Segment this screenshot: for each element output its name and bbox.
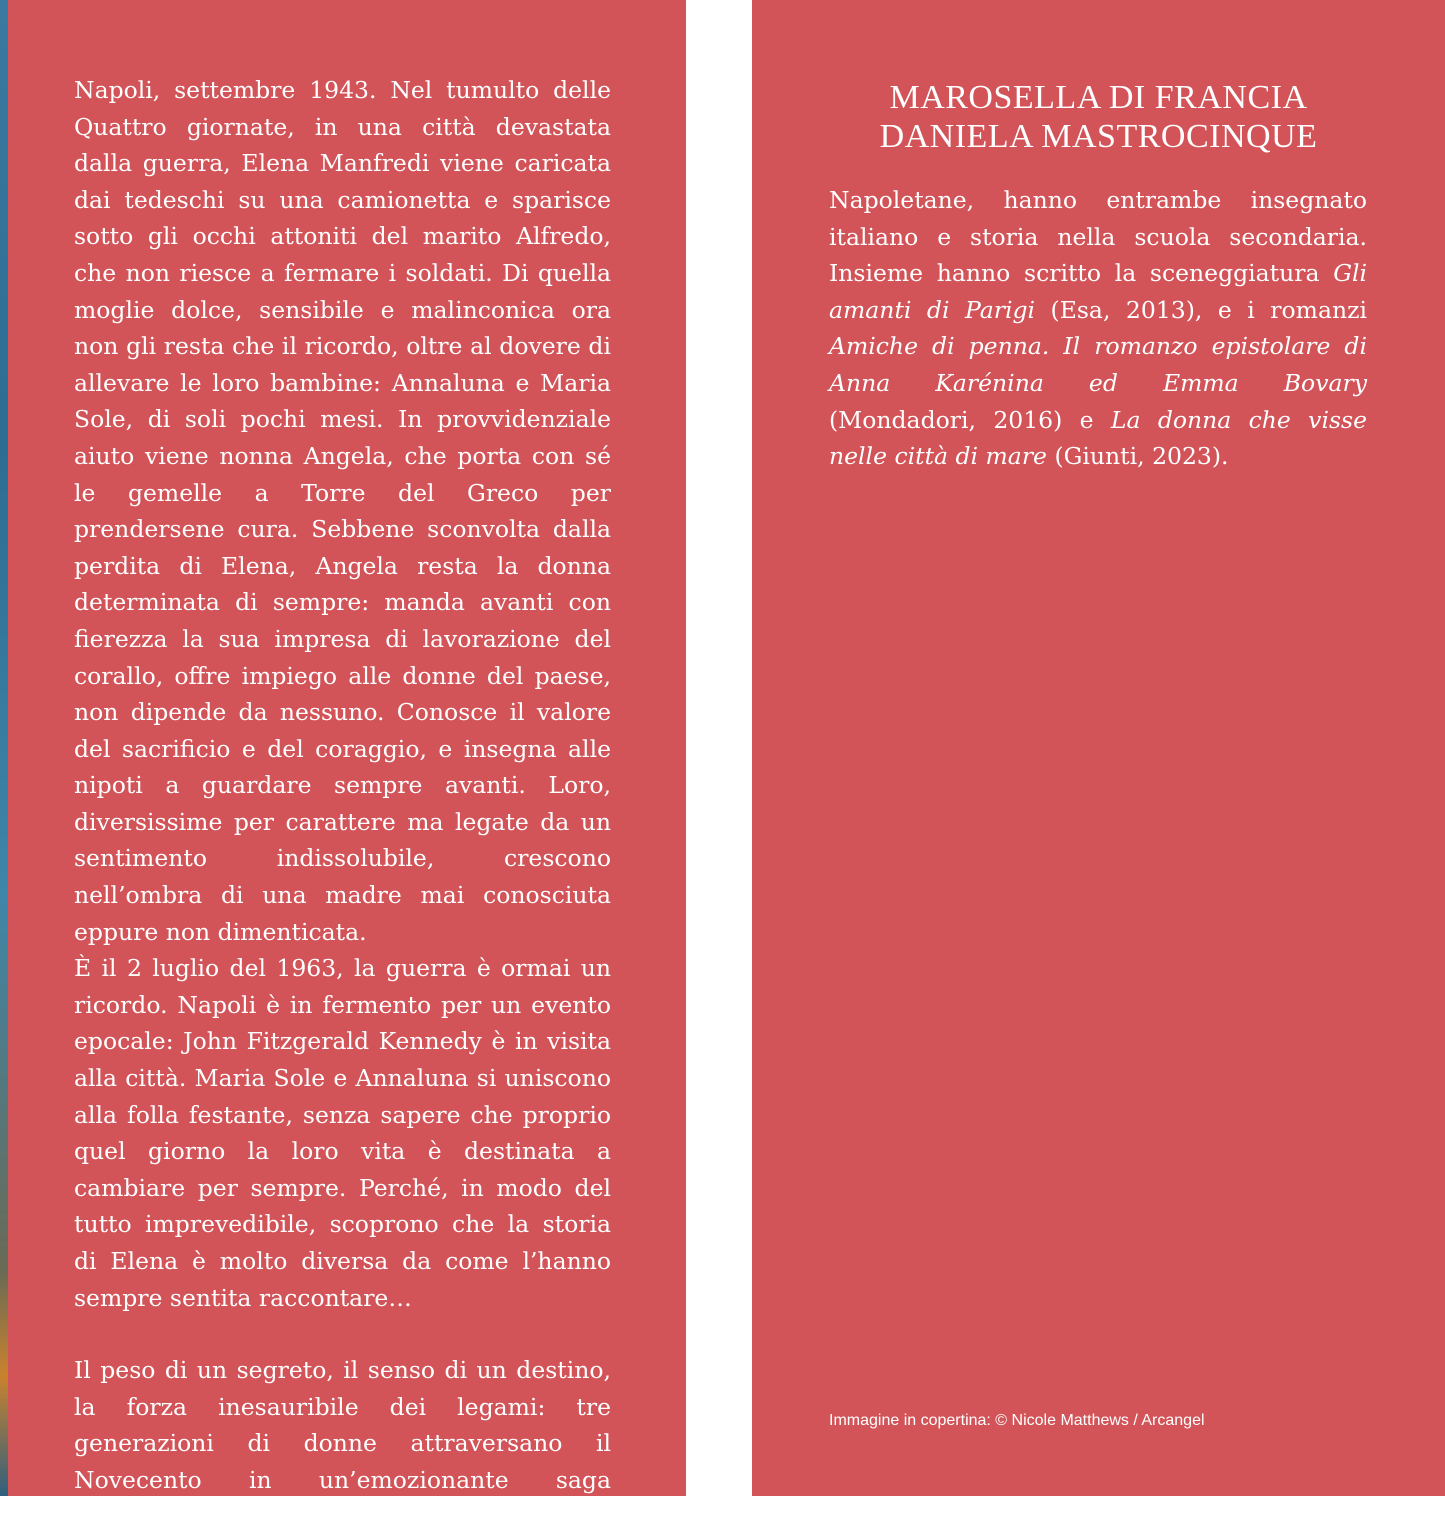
bio-text-3: (Mondadori, 2016) e <box>829 405 1111 434</box>
cover-image-edge <box>0 0 8 1496</box>
synopsis-paragraph-1: Napoli, settembre 1943. Nel tumulto delle Quattro giornate, in una città devastata dalla guerra, Elena Manfredi viene caricata dai tedeschi su una camionetta e sparisce sotto gli occhi attoniti del marito Alfredo, che non riesce a fermare i soldati. Di quella moglie dolce, sensibile e malinconica ora non gli resta che il ricordo, oltre al dovere di allevare le loro bambine: Annaluna e Maria Sole, di soli pochi mesi. In provvidenziale aiuto viene nonna Angela, che porta con sé le gemelle a Torre del Greco per prendersene cura. Sebbene sconvolta dalla perdita di Elena, Angela resta la donna determinata di sempre: manda avanti con fierezza la sua impresa di lavorazione del corallo, offre impiego alle donne del paese, non dipende da nessuno. Conosce il valore del sacrificio e del coraggio, e insegna alle nipoti a guardare sempre avanti. Loro, diversissime per carattere ma legate da un sentimento indissolubile, crescono nell’ombra di una madre mai conosciuta eppure non dimenticata. <box>74 76 611 946</box>
cover-image-credit: Immagine in copertina: © Nicole Matthews / Arcangel <box>829 1412 1205 1429</box>
synopsis <box>74 72 611 1535</box>
author-bio <box>829 182 1367 475</box>
author-names <box>752 78 1445 156</box>
author-name-1: MAROSELLA DI FRANCIA <box>889 79 1308 116</box>
bio-text-2: (Esa, 2013), e i romanzi <box>1035 295 1367 324</box>
synopsis-paragraph-2: È il 2 luglio del 1963, la guerra è ormai un ricordo. Napoli è in fermento per un evento epocale: John Fitzgerald Kennedy è in visita alla città. Maria Sole e Annaluna si uniscono alla folla festante, senza sapere che proprio quel giorno la loro vita è destinata a cambiare per sempre. Perché, in modo del tutto imprevedibile, scoprono che la storia di Elena è molto diversa da come l’hanno sempre sentita raccontare… <box>74 954 611 1312</box>
bio-title-amiche-di-penna: Amiche di penna. Il romanzo epistolare di Anna Karénina ed Emma Bovary <box>829 332 1367 397</box>
author-bio-text <box>829 182 1367 475</box>
bio-title-gli-amanti: Gli amanti di Parigi <box>829 259 1367 324</box>
back-flap <box>752 0 1445 1496</box>
author-name-2: DANIELA MASTROCINQUE <box>879 118 1318 155</box>
bio-title-la-donna: La donna che visse nelle città di mare <box>829 405 1367 471</box>
synopsis-paragraph-3: Il peso di un segreto, il senso di un destino, la forza inesauribile dei legami: tre generazioni di donne attraversano il Novecento in un’emozionante saga familiare. <box>74 1356 611 1531</box>
bio-text-1: Napoletane, hanno entrambe insegnato italiano e storia nella scuola secondaria. Insieme hanno scritto la sceneggiatura <box>829 186 1367 288</box>
bio-text-4: (Giunti, 2023). <box>1046 442 1229 471</box>
front-flap <box>8 0 686 1531</box>
